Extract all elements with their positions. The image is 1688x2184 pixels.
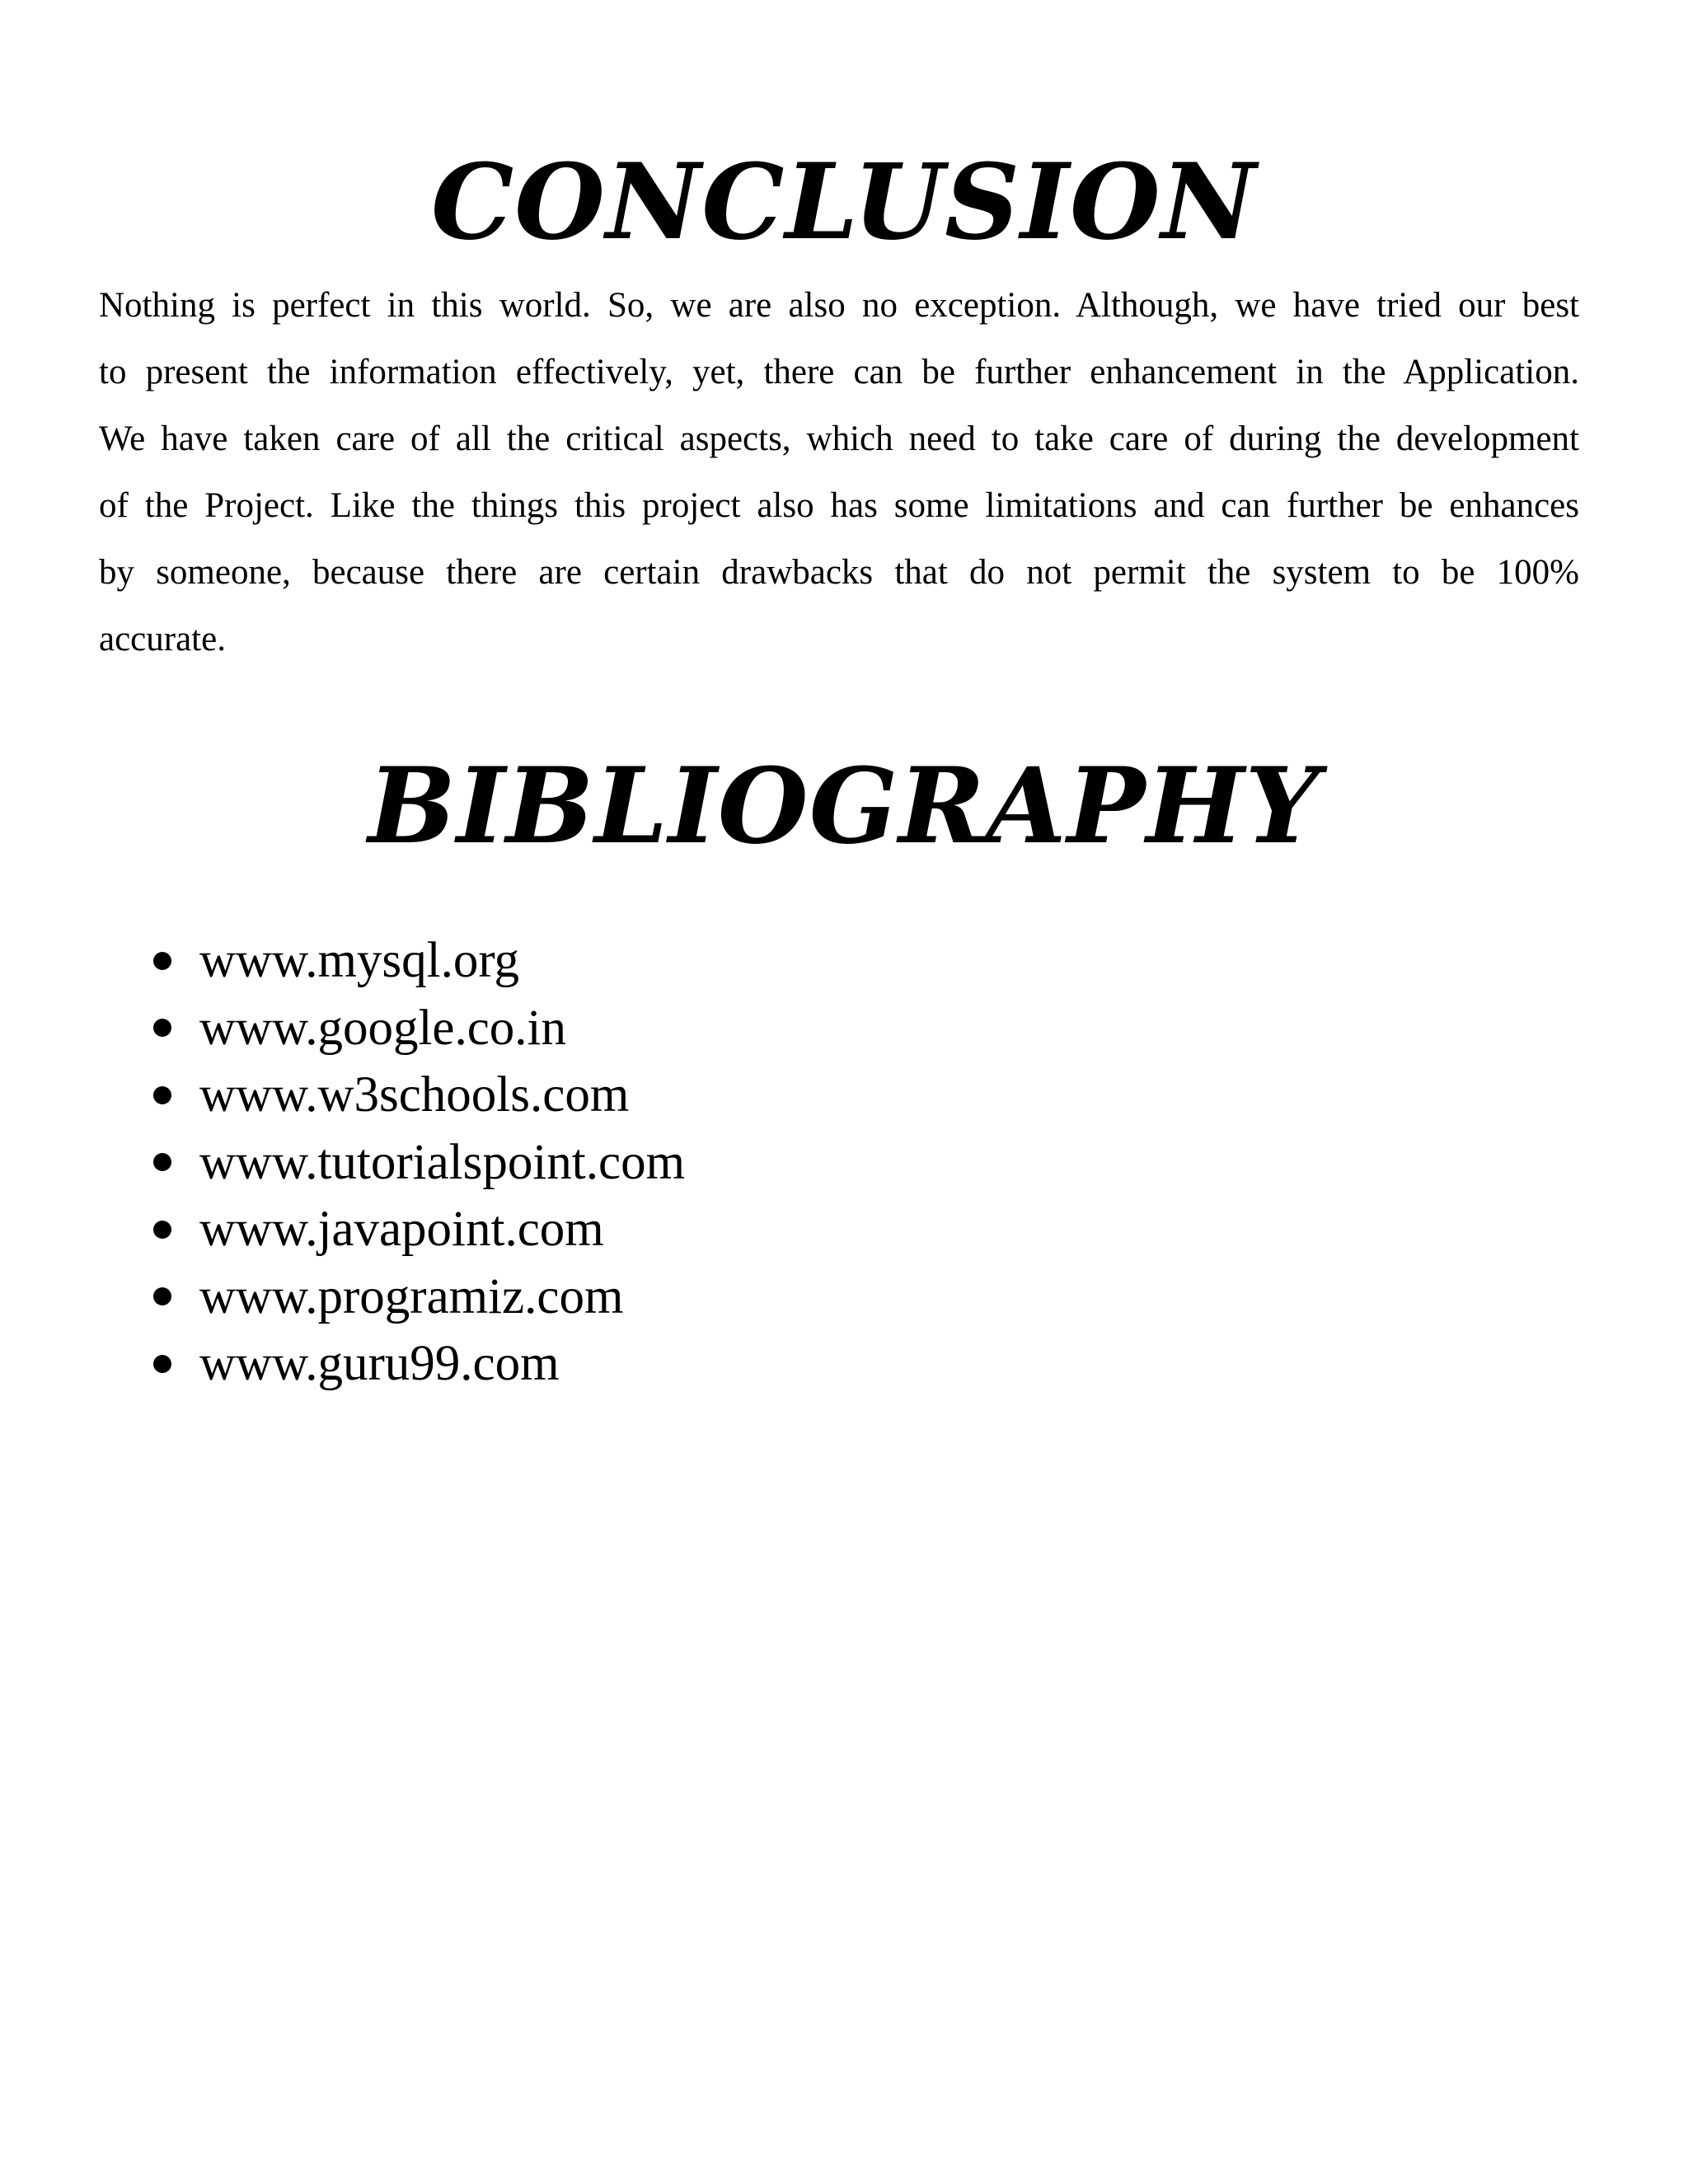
conclusion-heading: CONCLUSION [431, 141, 1257, 263]
bibliography-link: www.guru99.com [199, 1336, 560, 1391]
bibliography-list [148, 927, 685, 1398]
bullet-icon [153, 952, 171, 970]
paragraph-line: by someone, because there are certain drawbacks that do not permit the system to be 100% [99, 553, 1579, 592]
list-item [148, 927, 685, 995]
bullet-icon [153, 1153, 171, 1171]
list-item [148, 995, 685, 1062]
paragraph-line: of the Project. Like the things this project also has some limitations and can further be enhances [99, 486, 1579, 525]
bibliography-link: www.w3schools.com [199, 1067, 630, 1122]
bibliography-link: www.mysql.org [199, 933, 520, 988]
bullet-icon [153, 1086, 171, 1104]
paragraph-line: accurate. [99, 620, 226, 658]
bibliography-link: www.google.co.in [199, 1000, 566, 1056]
bibliography-heading: BIBLIOGRAPHY [368, 745, 1320, 867]
bullet-icon [153, 1287, 171, 1305]
bullet-icon [153, 1019, 171, 1037]
list-item [148, 1330, 685, 1398]
bibliography-link: www.tutorialspoint.com [199, 1134, 686, 1190]
conclusion-paragraph [99, 272, 1579, 673]
list-item [148, 1196, 685, 1263]
bullet-icon [153, 1355, 171, 1373]
paragraph-line: to present the information effectively, yet, there can be further enhancement in the Application. [99, 353, 1579, 391]
bibliography-link: www.javapoint.com [199, 1202, 604, 1257]
paragraph-line: We have taken care of all the critical aspects, which need to take care of during the development [99, 419, 1579, 458]
list-item [148, 1129, 685, 1197]
bibliography-link: www.programiz.com [199, 1268, 624, 1324]
paragraph-line: Nothing is perfect in this world. So, we are also no exception. Although, we have tried our best [99, 286, 1579, 325]
bullet-icon [153, 1221, 171, 1239]
list-item [148, 1263, 685, 1331]
list-item [148, 1062, 685, 1129]
